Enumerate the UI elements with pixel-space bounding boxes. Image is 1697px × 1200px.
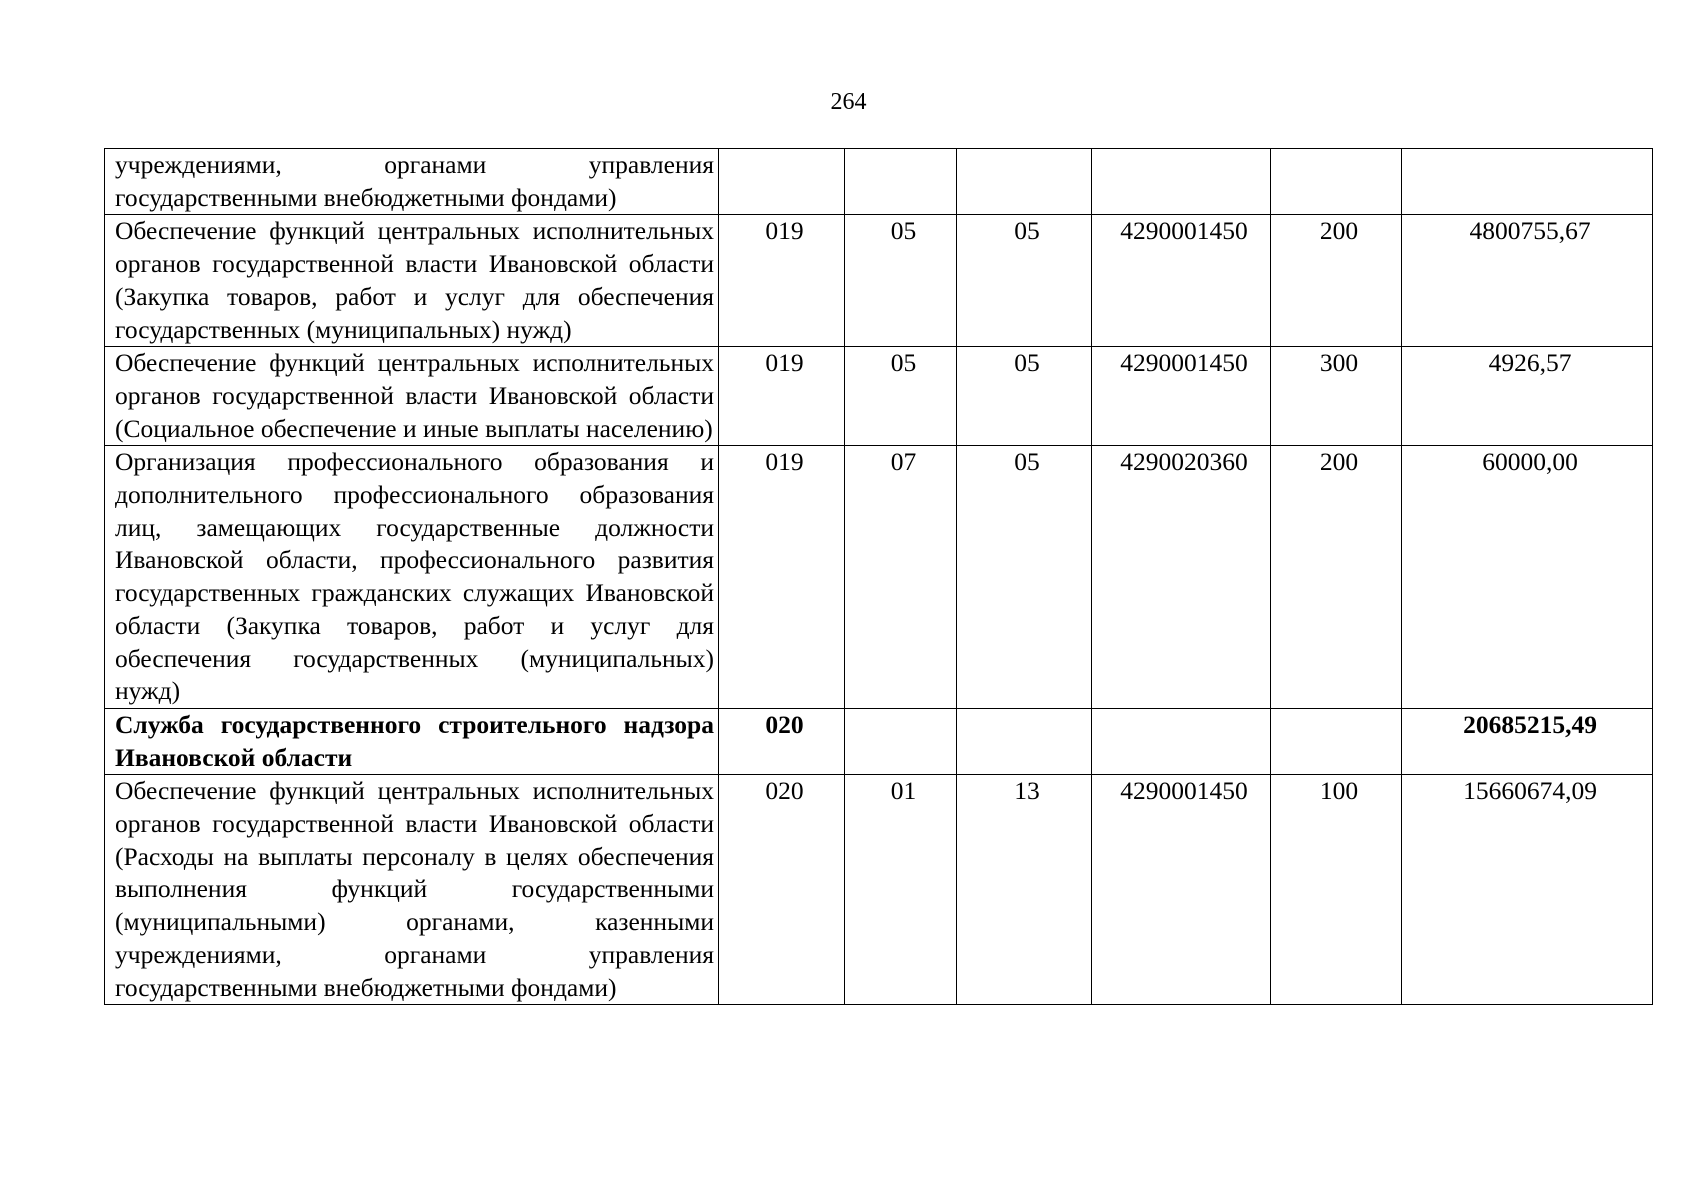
- target-article-code: 4290001450: [1092, 775, 1271, 1005]
- table-row-agency-total: [105, 708, 1653, 774]
- target-article-code: 4290020360: [1092, 446, 1271, 709]
- section-code: 07: [845, 446, 957, 709]
- section-code: 05: [845, 347, 957, 446]
- ministry-code: 019: [719, 215, 845, 347]
- ministry-code: 019: [719, 446, 845, 709]
- amount: 20685215,49: [1402, 708, 1653, 774]
- section-code: 05: [845, 215, 957, 347]
- row-description: Обеспечение функций центральных исполнительных органов государственной власти Ивановской области (Закупка товаров, работ и услуг для обеспечения государственных (муниципальных) нужд): [105, 215, 719, 347]
- ministry-code: 020: [719, 708, 845, 774]
- section-code: [845, 149, 957, 215]
- expense-type-code: [1271, 708, 1402, 774]
- ministry-code: [719, 149, 845, 215]
- target-article-code: [1092, 708, 1271, 774]
- row-description: Организация профессионального образования и дополнительного профессионального образования лиц, замещающих государственные должности Ивановской области, профессионального развития государственных гражданских служащих Ивановской области (Закупка товаров, работ и услуг для обеспечения государственных (муниципальных) нужд): [105, 446, 719, 709]
- section-code: [845, 708, 957, 774]
- table-row: [105, 347, 1653, 446]
- subsection-code: 05: [957, 347, 1092, 446]
- row-description: учреждениями, органами управления государственными внебюджетными фондами): [105, 149, 719, 215]
- amount: [1402, 149, 1653, 215]
- table-row: [105, 775, 1653, 1005]
- ministry-code: 020: [719, 775, 845, 1005]
- expense-type-code: 300: [1271, 347, 1402, 446]
- row-description: Обеспечение функций центральных исполнительных органов государственной власти Ивановской области (Расходы на выплаты персоналу в целях обеспечения выполнения функций государственными (муниципальными) органами, казенными учреждениями, органами управления государственными внебюджетными фондами): [105, 775, 719, 1005]
- expense-type-code: 200: [1271, 446, 1402, 709]
- subsection-code: 05: [957, 215, 1092, 347]
- subsection-code: 13: [957, 775, 1092, 1005]
- subsection-code: 05: [957, 446, 1092, 709]
- subsection-code: [957, 149, 1092, 215]
- expense-type-code: 200: [1271, 215, 1402, 347]
- amount: 60000,00: [1402, 446, 1653, 709]
- target-article-code: [1092, 149, 1271, 215]
- section-code: 01: [845, 775, 957, 1005]
- amount: 15660674,09: [1402, 775, 1653, 1005]
- page-number: 264: [830, 89, 867, 115]
- table-row: [105, 446, 1653, 709]
- expense-type-code: [1271, 149, 1402, 215]
- subsection-code: [957, 708, 1092, 774]
- table-row: [105, 149, 1653, 215]
- table-row: [105, 215, 1653, 347]
- amount: 4926,57: [1402, 347, 1653, 446]
- ministry-code: 019: [719, 347, 845, 446]
- expense-type-code: 100: [1271, 775, 1402, 1005]
- target-article-code: 4290001450: [1092, 215, 1271, 347]
- amount: 4800755,67: [1402, 215, 1653, 347]
- budget-table: [104, 148, 1653, 1005]
- row-description: Служба государственного строительного надзора Ивановской области: [105, 708, 719, 774]
- target-article-code: 4290001450: [1092, 347, 1271, 446]
- row-description: Обеспечение функций центральных исполнительных органов государственной власти Ивановской области (Социальное обеспечение и иные выплаты населению): [105, 347, 719, 446]
